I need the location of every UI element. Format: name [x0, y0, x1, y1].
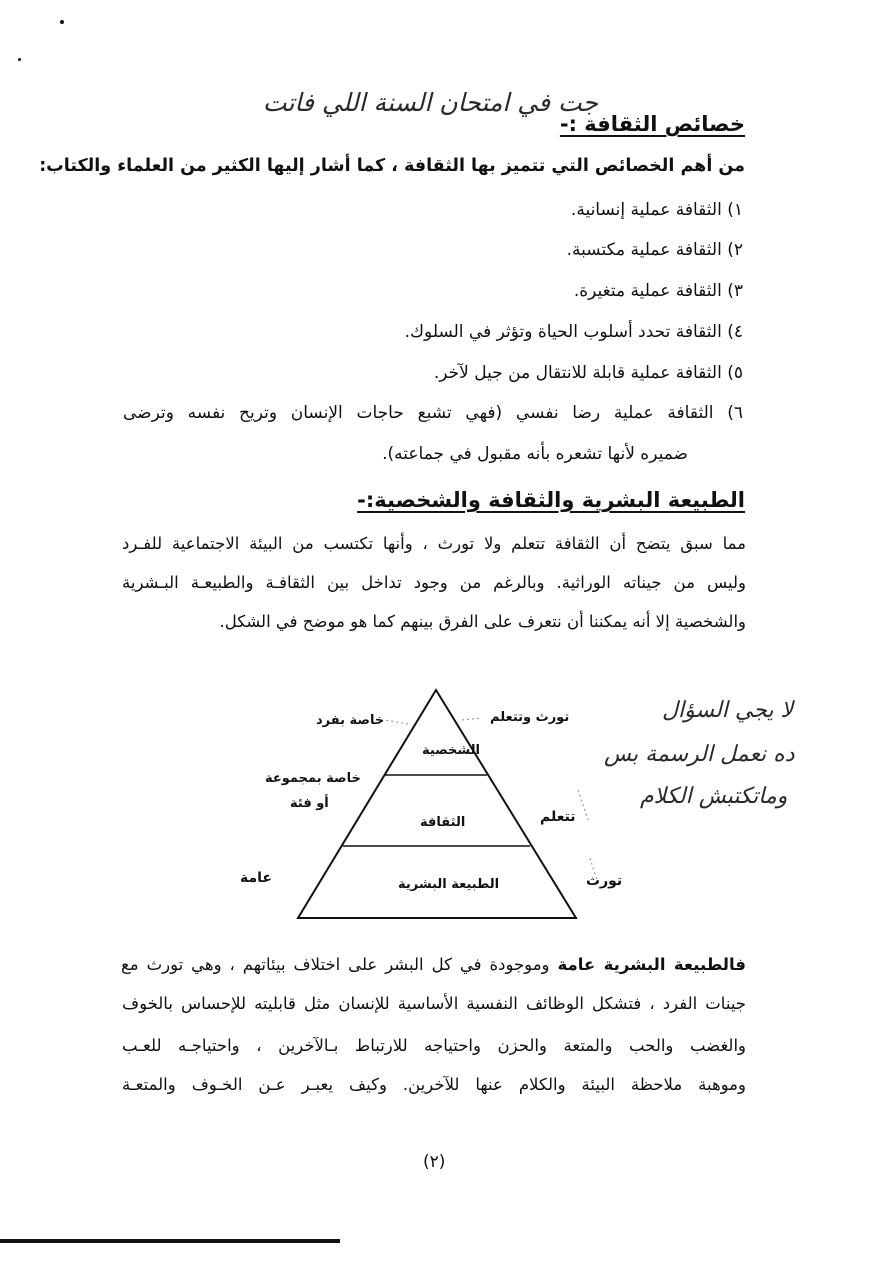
list-item: [434, 363, 743, 383]
list-item-number: ٥): [727, 363, 743, 383]
pyramid-level-culture: الثقافة: [420, 815, 466, 830]
handwritten-top-note: جت في امتحان السنة اللي فاتت: [262, 88, 598, 117]
list-item-number: ٣): [727, 281, 743, 301]
list-item-text: الثقافة عملية رضا نفسي (فهي تشبع حاجات الإنسان وتريح نفسه وترضى: [123, 403, 714, 423]
paragraph-line: [121, 955, 746, 974]
list-item-text: الثقافة عملية مكتسبة.: [566, 240, 722, 260]
list-item-number: ٦): [727, 403, 743, 423]
label-group-specific: خاصة بمجموعة: [265, 771, 361, 786]
paragraph-line: وموهبة ملاحظة البيئة والكلام عنها للآخرين. وكيف يعبـر عـن الخـوف والمتعـة: [122, 1075, 746, 1094]
paragraph-line: جينات الفرد ، فتشكل الوظائف النفسية الأساسية للإنسان مثل قابليته للإحساس بالخوف: [122, 994, 746, 1013]
paragraph-line: وليس من جيناته الوراثية. وبالرغم من وجود تداخل بين الثقافـة والطبيعـة البـشرية: [122, 573, 746, 592]
scan-speck: [60, 20, 64, 24]
paragraph-line: مما سبق يتضح أن الثقافة تتعلم ولا تورث ، وأنها تكتسب من البيئة الاجتماعية للفـرد: [122, 534, 746, 553]
section1-title: خصائص الثقافة :-: [559, 112, 745, 136]
section1-intro: من أهم الخصائص التي تتميز بها الثقافة ، كما أشار إليها الكثير من العلماء والكتاب:: [39, 156, 745, 176]
list-item-text: الثقافة عملية إنسانية.: [570, 200, 722, 220]
list-item-text: الثقافة تحدد أسلوب الحياة وتؤثر في السلوك.: [404, 322, 722, 342]
scan-speck: [18, 58, 21, 61]
label-individual-specific: خاصة بفرد: [316, 713, 385, 728]
section2-title: الطبيعة البشرية والثقافة والشخصية:-: [357, 488, 745, 512]
pyramid-level-personality: الشخصية: [422, 743, 480, 758]
list-item: [571, 200, 743, 220]
paragraph-line: والشخصية إلا أنه يمكننا أن نتعرف على الفرق بينهم كما هو موضح في الشكل.: [219, 612, 746, 631]
list-item: [405, 322, 743, 342]
paragraph-text: وموجودة في كل البشر على اختلاف بيئاتهم ، وهي تورث مع: [121, 955, 558, 974]
list-item-number: ٤): [727, 322, 743, 342]
list-item: [574, 281, 743, 301]
handwritten-side-note-line: لا يجي السؤال: [662, 698, 794, 723]
list-item-number: ١): [727, 200, 743, 220]
page-number: (٢): [423, 1152, 446, 1172]
pyramid-level-human-nature: الطبيعة البشرية: [398, 877, 500, 892]
label-inherited: تورث: [586, 873, 623, 889]
pointer-line-middle-right: [578, 790, 588, 820]
handwritten-side-note-line: ده نعمل الرسمة بس: [604, 742, 795, 767]
emphasis-lead: فالطبيعة البشرية عامة: [557, 955, 746, 974]
handwritten-side-note-line: وماتكتبش الكلام: [640, 784, 788, 809]
list-item-text: الثقافة عملية متغيرة.: [573, 281, 722, 301]
pointer-line-top-left: [385, 720, 408, 724]
label-or-category: أو فئة: [290, 796, 329, 811]
label-general: عامة: [240, 870, 272, 886]
list-item-text: الثقافة عملية قابلة للانتقال من جيل لآخر.: [433, 363, 722, 383]
list-item: [123, 403, 743, 423]
list-item-number: ٢): [727, 240, 743, 260]
list-item: [567, 240, 743, 260]
pointer-line-top-right: [462, 718, 482, 720]
list-item-continuation: ضميره لأنها تشعره بأنه مقبول في جماعته).: [382, 444, 688, 464]
label-inherited-and-learned: تورث وتتعلم: [490, 710, 570, 725]
paragraph-line: والغضب والحب والمتعة والحزن واحتياجه للارتباط بـالآخرين ، واحتياجـه للعـب: [122, 1036, 746, 1055]
scan-edge-bar: [0, 1239, 340, 1243]
label-learned: تتعلم: [540, 809, 576, 825]
